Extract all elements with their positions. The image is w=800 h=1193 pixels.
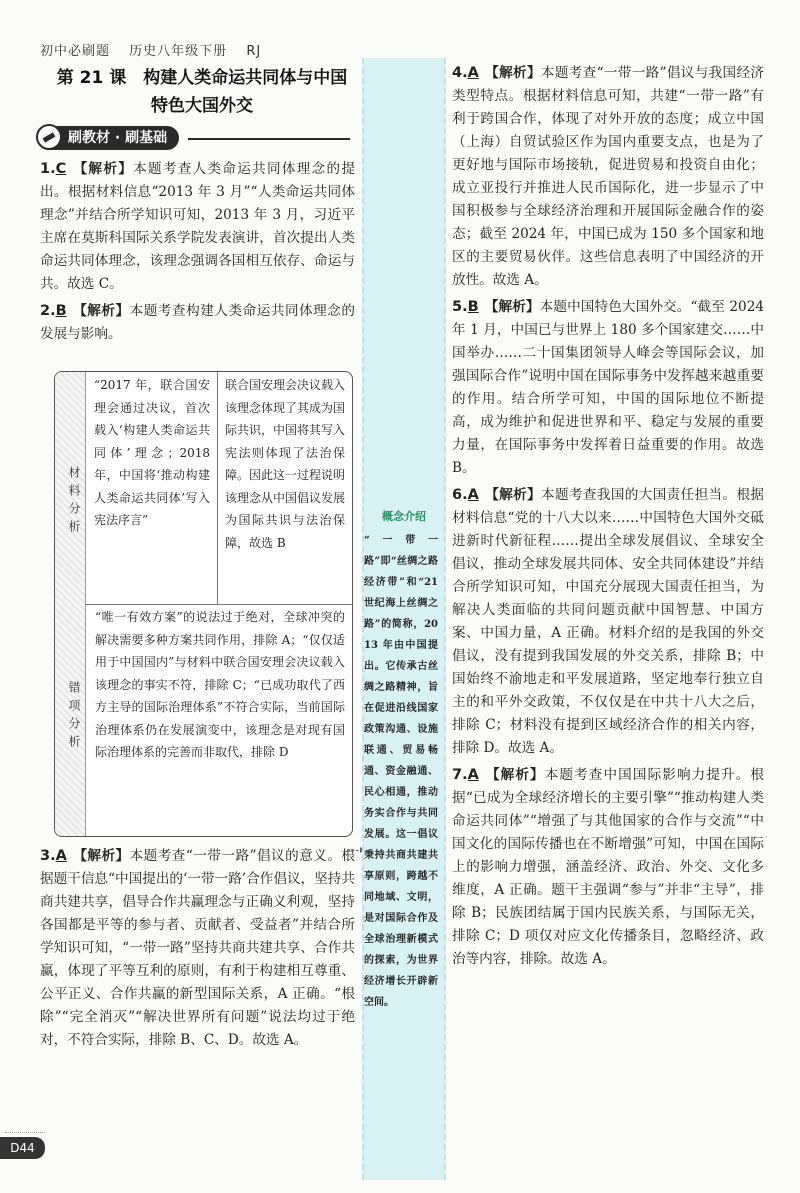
brush-icon: [36, 124, 62, 150]
subject-name: 历史八年级下册: [129, 44, 228, 59]
answer-letter: B: [467, 299, 479, 315]
section-banner: [38, 126, 350, 152]
page-number-rule: [5, 1132, 45, 1133]
page-number: D44: [0, 1137, 45, 1159]
right-column: [452, 62, 764, 975]
question-4: 4.A 【解析】本题考查“一带一路”倡议与我国经济类型特点。根据材料信息可知，共建“一带一路”有利于跨国合作，体现了对外开放的态度；成立中国（上海）自贸试验区作为国内重要支点，也是为了更好地与国际市场接轨，促进贸易和投资自由化；成立亚投行并推进人民币国际化，进一步显示了中国积极参与全球经济治理和开展国际金融合作的姿态；截至 2024 年，中国已成为 150 多个国家和地区的主要贸易伙伴。这些信息表明了中国经济的开放性。故选 A。: [452, 65, 765, 288]
question-3-block: [40, 845, 355, 1056]
answer-letter: A: [55, 848, 67, 864]
lesson-title-line2: 特色大国外交: [151, 96, 253, 116]
material-analysis-label: 材料分析: [67, 466, 81, 538]
question-3: 3.A 【解析】本题考查“一带一路”倡议的意义。根据题干信息“中国提出的‘一带一路’合作倡议，坚持共商共建共享，倡导合作共赢理念与正确义利观，坚持各国都是平等的参与者、贡献者、受益者”并结合所学知识可知，“一带一路”坚持共商共建共享、合作共赢，体现了平等互利的原则，有利于构建相互尊重、公平正义、合作共赢的新型国际关系，A 正确。“根除”“完全消灭”“解决世界所有问题”说法均过于绝对，不符合实际，排除 B、C、D。故选 A。: [40, 848, 355, 1048]
answer-letter: A: [467, 487, 479, 503]
option-analysis-label: 错项分析: [67, 681, 81, 753]
section-label: 刷教材 · 刷基础: [38, 126, 179, 150]
table-divider-horizontal: [85, 604, 352, 605]
question-7: 7.A 【解析】本题考查中国国际影响力提升。根据“已成为全球经济增长的主要引擎”“推动构建人类命运共同体”“增强了与其他国家的合作与交流”“中国文化的国际传播也在不断增强”可知，中国在国际上的影响力增强，涵盖经济、政治、外交、文化多维度，A 正确。题干主强调“参与”并非“主导”，排除 B；民族团结属于国内民族关系，与国际无关，排除 C；D 项仅对应文化传播条目，忽略经济、政治等内容，排除。故选 A。: [452, 767, 765, 967]
question-2: 2.B 【解析】本题考查构建人类命运共同体理念的发展与影响。: [40, 303, 356, 342]
option-analysis-text: “唯一有效方案”的说法过于绝对，全球冲突的解决需要多种方案共同作用，排除 A；“仅仅适用于中国国内”与材料中联合国安理会决议载入该理念的事实不符，排除 C；“已成功取代了西方主导的国际治理体系”不符合实际，当前国际治理体系仍在发展演变中，该理念是对现有国际治理体系的完善而非取代，排除 D: [95, 610, 345, 759]
running-header: [40, 40, 275, 59]
callout-arrow-icon: [347, 850, 363, 852]
concept-title: 概念介绍: [382, 510, 426, 523]
material-explanation: 联合国安理会决议载入该理念体现了其成为国际共识，中国将其写入宪法则体现了法治保障。因此这一过程说明该理念从中国倡议发展为国际共识与法治保障，故选 B: [225, 378, 346, 550]
section-rule: [188, 138, 350, 140]
lesson-title-line1: 第 21 课 构建人类命运共同体与中国: [56, 68, 348, 88]
answer-letter: C: [55, 161, 67, 177]
lesson-title: [52, 64, 352, 120]
concept-body: “一带一路”即“丝绸之路经济带”和“21 世纪海上丝绸之路”的简称，2013 年由中国提出。它传承古丝绸之路精神，旨在促进沿线国家政策沟通、设施联通、贸易畅通、资金融通、民心相通，推动务实合作与共同发展。这一倡议秉持共商共建共享原则，跨越不同地域、文明，是对国际合作及全球治理新模式的探索，为世界经济增长开辟新空间。: [364, 535, 438, 1008]
question-5: 5.B 【解析】本题中国特色大国外交。“截至 2024 年 1 月，中国已与世界上 180 多个国家建交……中国举办……二十国集团领导人峰会等国际会议，加强国际合作”说明中国在国际事务中发挥越来越重要的作用。结合所学可知，中国的国际地位不断提高，成为维护和促进世界和平、稳定与发展的重要力量，在国际事务中发挥着日益重要的作用。故选 B。: [452, 299, 764, 476]
left-column: [40, 158, 355, 350]
question-1: 1.C 【解析】本题考查人类命运共同体理念的提出。根据材料信息“2013 年 3 月”“人类命运共同体理念”并结合所学知识可知，2013 年 3 月，习近平主席在莫斯科国际关系学院发表演讲，首次提出人类命运共同体理念，该理念强调各国相互依存、命运与共。故选 C。: [40, 161, 356, 292]
answer-letter: B: [55, 303, 67, 319]
answer-letter: A: [467, 767, 479, 783]
material-quote: “2017 年，联合国安理会通过决议，首次载入‘构建人类命运共同体’理念；2018 年，中国将‘推动构建人类命运共同体’写入宪法序言”: [94, 378, 210, 527]
edition-code: RJ: [246, 44, 262, 59]
answer-letter: A: [467, 65, 479, 81]
question-6: 6.A 【解析】本题考查我国的大国责任担当。根据材料信息“党的十八大以来……中国特色大国外交砥进新时代新征程……提出全球发展倡议、全球安全倡议，推动全球发展共同体、安全共同体建设”并结合所学知识可知，中国充分展现大国责任担当，为解决人类面临的共同问题贡献中国智慧、中国方案、中国力量，A 正确。材料介绍的是我国的外交倡议，没有提到我国发展的外交关系，排除 B；中国始终不渝地走和平发展道路，坚定地奉行独立自主的和平外交政策，不仅仅是在中共十八大之后，排除 C；材料没有提到区域经济合作的相关内容，排除 D。故选 A。: [452, 487, 765, 756]
analysis-table: [54, 371, 353, 837]
table-divider-vertical: [217, 372, 218, 604]
series-name: 初中必刷题: [40, 44, 111, 59]
